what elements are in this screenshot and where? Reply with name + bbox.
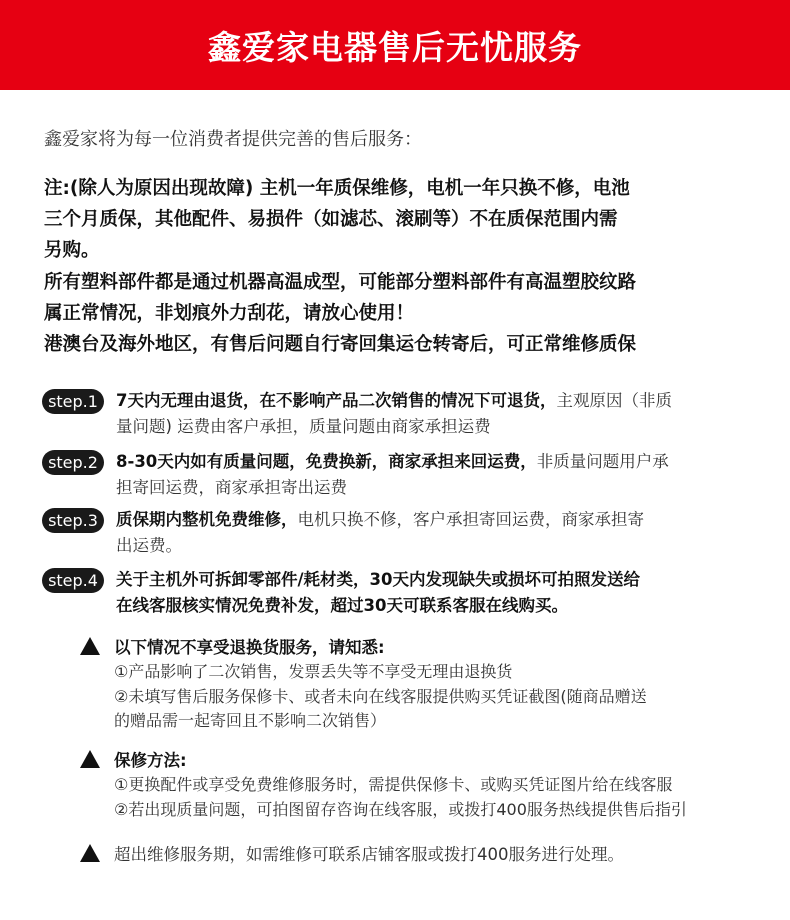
step-4 — [42, 567, 782, 619]
page-title: 鑫爱家电器售后无忧服务 — [208, 27, 582, 67]
step-plain-text: 非质量问题用户承 — [536, 452, 669, 471]
note-line: 属正常情况，非划痕外力刮花，请放心使用！ — [44, 302, 415, 324]
step-badge: step.1 — [42, 389, 104, 414]
step-badge: step.2 — [42, 450, 104, 475]
list-item: ②若出现质量问题，可拍图留存咨询在线客服，或拨打400服务热线提供售后指引 — [114, 799, 687, 819]
step-2 — [42, 449, 782, 501]
step-text — [116, 507, 776, 559]
step-badge: step.3 — [42, 508, 104, 533]
step-line-2: 量问题) 运费由客户承担，质量问题由商家承担运费 — [116, 417, 491, 436]
step-3 — [42, 507, 782, 559]
warning-triangle-icon — [80, 750, 100, 768]
footer-note: 超出维修服务期，如需维修可联系店铺客服或拨打400服务进行处理。 — [114, 845, 624, 864]
step-plain-text: 主观原因（非质 — [556, 391, 672, 410]
step-1 — [42, 388, 782, 440]
step-bold-text: 7天内无理由退货，在不影响产品二次销售的情况下可退货， — [116, 391, 557, 410]
list-item: 的赠品需一起寄回且不影响二次销售） — [114, 711, 387, 730]
exclusions-section — [80, 632, 780, 734]
footer-note-section — [80, 839, 780, 867]
step-text — [116, 449, 776, 501]
warning-triangle-icon — [80, 844, 100, 862]
note-line: 港澳台及海外地区，有售后问题自行寄回集运仓转寄后，可正常维修质保 — [44, 334, 637, 356]
warranty-title: 保修方法: — [114, 751, 187, 770]
list-item: ②未填写售后服务保修卡、或者未向在线客服提供购买凭证截图(随商品赠送 — [114, 686, 647, 706]
warning-triangle-icon — [80, 637, 100, 655]
step-badge: step.4 — [42, 568, 104, 593]
step-bold-text: 质保期内整机免费维修， — [116, 510, 298, 529]
exclusions-title: 以下情况不享受退换货服务，请知悉: — [114, 638, 385, 657]
exclusions-list — [114, 660, 780, 734]
step-text — [116, 388, 776, 440]
warranty-list — [114, 773, 780, 822]
step-bold-text: 8-30天内如有质量问题，免费换新，商家承担来回运费， — [116, 452, 537, 471]
step-line-2: 担寄回运费，商家承担寄出运费 — [116, 478, 347, 497]
step-plain-text: 电机只换不修，客户承担寄回运费，商家承担寄 — [297, 510, 644, 529]
intro-text: 鑫爱家将为每一位消费者提供完善的售后服务： — [44, 129, 422, 150]
warranty-notes — [44, 173, 764, 360]
header-banner — [0, 0, 790, 90]
step-line-2: 在线客服核实情况免费补发，超过30天可联系客服在线购买。 — [116, 596, 568, 615]
step-line-1: 关于主机外可拆卸零部件/耗材类，30天内发现缺失或损坏可拍照发送给 — [116, 570, 640, 589]
note-line: 所有塑料部件都是通过机器高温成型，可能部分塑料部件有高温塑胶纹路 — [44, 271, 637, 293]
list-item: ①更换配件或享受免费维修服务时，需提供保修卡、或购买凭证图片给在线客服 — [114, 775, 673, 794]
note-line: 注:(除人为原因出现故障) 主机一年质保维修，电机一年只换不修，电池 — [44, 178, 630, 199]
note-line: 另购。 — [44, 240, 100, 262]
step-line-2: 出运费。 — [116, 536, 182, 555]
list-item: ①产品影响了二次销售，发票丢失等不享受无理由退换货 — [114, 662, 513, 681]
warranty-method-section — [80, 745, 780, 822]
step-text — [116, 567, 776, 619]
note-line: 三个月质保，其他配件、易损件（如滤芯、滚刷等）不在质保范围内需 — [44, 209, 618, 231]
